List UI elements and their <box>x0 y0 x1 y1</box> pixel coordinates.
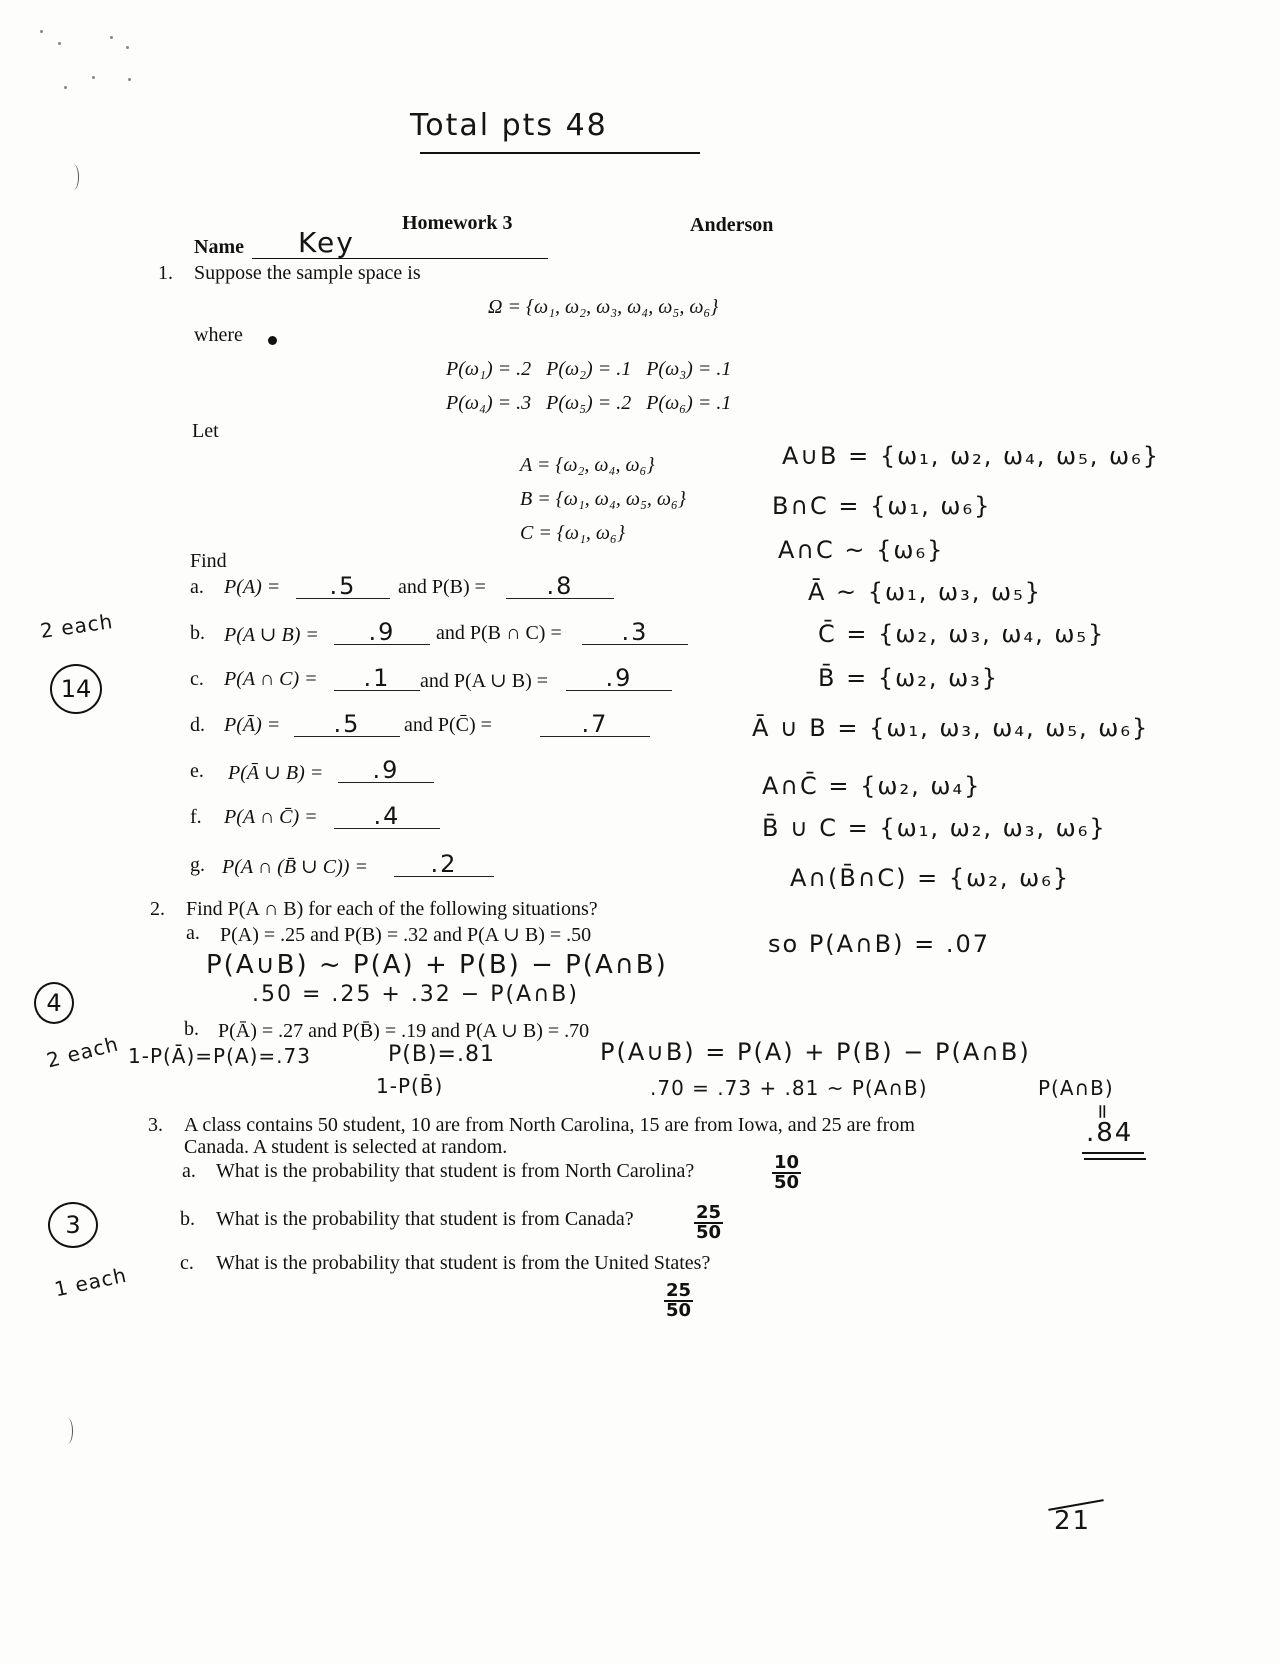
q3-b-fraction <box>694 1204 723 1242</box>
part-c-and: and P(A ∪ B) = <box>420 670 549 692</box>
part-g-answer: .2 <box>430 850 458 878</box>
q2-a-result: so P(A∩B) = .07 <box>768 930 990 958</box>
q1-score-circle <box>50 664 102 714</box>
q3-c-fraction <box>664 1282 693 1320</box>
q3-a-numerator: 10 <box>774 1152 800 1173</box>
q2-b-work-3: 1-P(B̄) <box>376 1074 444 1098</box>
part-a-answer-1: .5 <box>329 572 357 600</box>
work-complement-a: Ā ~ {ω₁, ω₃, ω₅} <box>808 578 1042 606</box>
part-b-answer-1: .9 <box>368 618 396 646</box>
part-c-answer-2: .9 <box>605 664 633 692</box>
part-a-question: P(A) = <box>224 576 281 598</box>
margin-bracket-top <box>68 164 79 190</box>
q3-score-circle <box>48 1202 98 1248</box>
margin-bracket-bottom <box>62 1418 73 1444</box>
q2-prompt: Find P(A ∩ B) for each of the following situations? <box>186 898 598 920</box>
part-a-label: a. <box>190 576 204 598</box>
q1-number: 1. <box>158 262 173 284</box>
ink-dot <box>268 336 277 345</box>
q1-score-note: 2 each <box>38 609 115 643</box>
homework-title: Homework 3 <box>402 212 513 234</box>
q3-a-text: What is the probability that student is from North Carolina? <box>216 1160 695 1182</box>
q1-find: Find <box>190 550 227 572</box>
part-d-answer-1: .5 <box>333 710 361 738</box>
part-d-blank-2[interactable] <box>540 710 650 737</box>
q2-score-circle <box>34 982 74 1024</box>
q3-prompt-line-2: Canada. A student is selected at random. <box>184 1136 508 1158</box>
q3-number: 3. <box>148 1114 163 1136</box>
q2-a-label: a. <box>186 922 200 944</box>
q3-score: 3 <box>65 1211 81 1239</box>
part-c-blank-2[interactable] <box>566 664 672 691</box>
q3-a-label: a. <box>182 1160 196 1182</box>
work-union-ab: A∪B = {ω₁, ω₂, ω₄, ω₅, ω₆} <box>782 442 1160 470</box>
work-complement-c: C̄ = {ω₂, ω₃, ω₄, ω₅} <box>818 620 1106 648</box>
q2-b-result: .84 <box>1086 1118 1134 1148</box>
part-a-blank-2[interactable] <box>506 572 614 599</box>
q3-b-label: b. <box>180 1208 195 1230</box>
work-a-intersect-not-c: A∩C̄ = {ω₂, ω₄} <box>762 772 982 800</box>
part-c-blank-1[interactable] <box>334 664 420 691</box>
total-points-note: Total pts 48 <box>410 108 608 143</box>
q1-prob-row-1: P(ω₁) = .2 P(ω₂) = .1 P(ω₃) = .1 <box>446 358 732 380</box>
q3-c-numerator: 25 <box>666 1280 692 1301</box>
set-c: C = {ω₁, ω₆} <box>520 522 625 544</box>
part-e-answer: .9 <box>372 756 400 784</box>
q2-b-result-underline <box>1082 1152 1144 1154</box>
q1-score: 14 <box>60 675 92 703</box>
part-a-answer-2: .8 <box>546 572 574 600</box>
set-b: B = {ω₁, ω₄, ω₅, ω₆} <box>520 488 687 510</box>
part-e-blank[interactable] <box>338 756 434 783</box>
part-d-question: P(Ā) = <box>224 714 281 736</box>
q2-score: 4 <box>46 989 62 1017</box>
q3-a-denominator: 50 <box>774 1172 800 1193</box>
part-d-answer-2: .7 <box>581 710 609 738</box>
q2-b-label: b. <box>184 1018 199 1040</box>
q2-a-text: P(A) = .25 and P(B) = .32 and P(A ∪ B) = .50 <box>220 924 592 946</box>
q3-c-text: What is the probability that student is from the United States? <box>216 1252 711 1274</box>
q2-b-work-2: P(B)=.81 <box>388 1042 495 1067</box>
part-b-blank-2[interactable] <box>582 618 688 645</box>
q2-a-work-1: P(A∪B) ~ P(A) + P(B) − P(A∩B) <box>206 950 668 980</box>
q2-a-work-2: .50 = .25 + .32 − P(A∩B) <box>252 982 579 1007</box>
part-c-question: P(A ∩ C) = <box>224 668 318 690</box>
part-e-question: P(Ā ∪ B) = <box>228 762 324 784</box>
q2-b-result-underline-2 <box>1084 1158 1146 1160</box>
q2-b-text: P(Ā) = .27 and P(B̄) = .19 and P(A ∪ B) = .70 <box>218 1020 590 1042</box>
q3-score-note: 1 each <box>52 1262 130 1302</box>
q3-b-numerator: 25 <box>696 1202 722 1223</box>
part-d-label: d. <box>190 714 205 736</box>
q1-prob-row-2: P(ω₄) = .3 P(ω₅) = .2 P(ω₆) = .1 <box>446 392 732 414</box>
work-not-b-union-c: B̄ ∪ C = {ω₁, ω₂, ω₃, ω₆} <box>762 814 1107 842</box>
q2-b-work-5: .70 = .73 + .81 ~ P(A∩B) <box>650 1076 928 1100</box>
set-a: A = {ω₂, ω₄, ω₆} <box>520 454 655 476</box>
name-line <box>252 258 548 259</box>
work-intersect-ac: A∩C ~ {ω₆} <box>778 536 945 564</box>
part-c-label: c. <box>190 668 204 690</box>
part-e-label: e. <box>190 760 204 782</box>
part-f-question: P(A ∩ C̄) = <box>224 806 318 828</box>
part-b-question: P(A ∪ B) = <box>224 624 319 646</box>
q3-prompt-line-1: A class contains 50 student, 10 are from North Carolina, 15 are from Iowa, and 25 are from <box>184 1114 915 1136</box>
q2-b-work-4: P(A∪B) = P(A) + P(B) − P(A∩B) <box>600 1038 1031 1066</box>
q2-b-work-1: 1-P(Ā)=P(A)=.73 <box>128 1044 311 1068</box>
q3-c-label: c. <box>180 1252 194 1274</box>
part-b-blank-1[interactable] <box>334 618 430 645</box>
part-a-blank-1[interactable] <box>296 572 390 599</box>
part-c-answer-1: .1 <box>363 664 391 692</box>
part-b-and: and P(B ∩ C) = <box>436 622 562 644</box>
part-d-and: and P(C̄) = <box>404 714 492 736</box>
part-a-and: and P(B) = <box>398 576 486 598</box>
part-g-question: P(A ∩ (B̄ ∪ C)) = <box>222 856 368 878</box>
q3-b-text: What is the probability that student is from Canada? <box>216 1208 634 1230</box>
name-label: Name <box>194 236 244 258</box>
instructor-name: Anderson <box>690 214 774 236</box>
q3-b-denominator: 50 <box>696 1222 722 1243</box>
part-d-blank-1[interactable] <box>294 710 400 737</box>
name-value: Key <box>298 226 355 259</box>
q2-score-note: 2 each <box>44 1031 122 1073</box>
total-points-underline <box>420 152 700 154</box>
page-score: 21 <box>1054 1506 1092 1536</box>
work-intersect-bc: B∩C = {ω₁, ω₆} <box>772 492 992 520</box>
part-g-label: g. <box>190 854 205 876</box>
part-f-blank[interactable] <box>334 802 440 829</box>
part-b-label: b. <box>190 622 205 644</box>
q1-let: Let <box>192 420 219 442</box>
q3-a-fraction <box>772 1154 801 1192</box>
part-f-answer: .4 <box>373 802 401 830</box>
work-a-intersect-paren: A∩(B̄∩C) = {ω₂, ω₆} <box>790 864 1071 892</box>
q3-c-denominator: 50 <box>666 1300 692 1321</box>
work-complement-b: B̄ = {ω₂, ω₃} <box>818 664 1000 692</box>
q2-b-work-6: P(A∩B) <box>1038 1076 1114 1100</box>
part-b-answer-2: .3 <box>621 618 649 646</box>
part-g-blank[interactable] <box>394 850 494 877</box>
part-f-label: f. <box>190 806 202 828</box>
q1-where: where <box>194 324 243 346</box>
q2-number: 2. <box>150 898 165 920</box>
work-complement-a-union-b: Ā ∪ B = {ω₁, ω₃, ω₄, ω₅, ω₆} <box>752 714 1150 742</box>
q1-sample-space: Ω = {ω₁, ω₂, ω₃, ω₄, ω₅, ω₆} <box>488 296 719 318</box>
q1-prompt: Suppose the sample space is <box>194 262 421 284</box>
q2-b-work-7: = <box>1090 1103 1115 1121</box>
